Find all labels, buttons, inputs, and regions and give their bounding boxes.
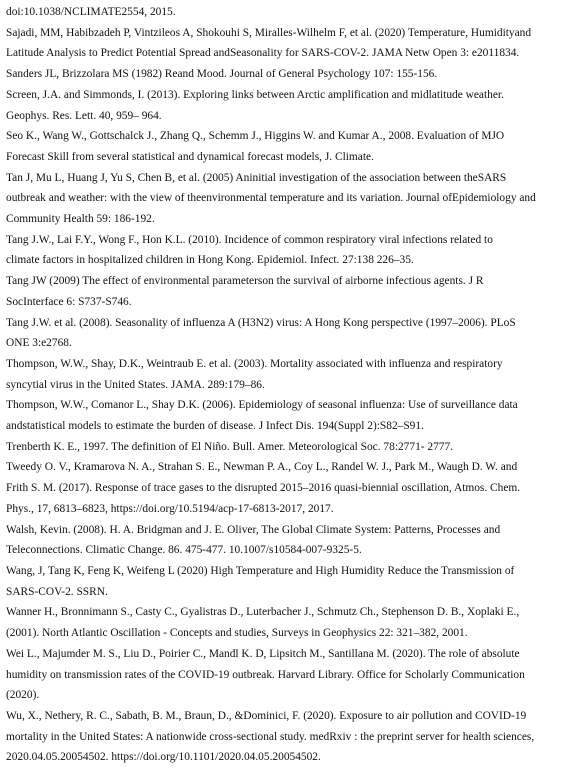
reference-line: Screen, J.A. and Simmonds, I. (2013). Exploring links between Arctic amplification and midlatitude weather. (6, 88, 504, 101)
reference-line: Community Health 59: 186-192. (6, 213, 155, 226)
reference-line: (2020). (6, 689, 40, 702)
reference-line: Sanders JL, Brizzolara MS (1982) Reand Mood. Journal of General Psychology 107: 155-156. (6, 68, 438, 81)
reference-entry (6, 457, 562, 519)
reference-line: Wang, J, Tang K, Feng K, Weifeng L (2020) High Temperature and High Humidity Reduce the Transmission of (6, 564, 515, 577)
reference-entry (6, 561, 562, 602)
reference-line: Tang J.W. et al. (2008). Seasonality of influenza A (H3N2) virus: A Hong Kong perspective (1997–2006). PLoS (6, 316, 516, 329)
reference-line: Tan J, Mu L, Huang J, Yu S, Chen B, et al. (2005) Aninitial investigation of the association between theSARS (6, 171, 507, 184)
reference-line: ONE 3:e2768. (6, 337, 72, 350)
reference-line: climate factors in hospitalized children in Hong Kong. Epidemiol. Infect. 27:138 226–35. (6, 254, 414, 267)
reference-entry (6, 437, 562, 458)
reference-entry (6, 395, 562, 436)
reference-line: Seo K., Wang W., Gottschalck J., Zhang Q., Schemm J., Higgins W. and Kumar A., 2008. Evaluation of MJO (6, 130, 505, 143)
reference-line: Frith S. M. (2017). Response of trace gases to the disrupted 2015–2016 quasi-biennial oscillation, Atmos. Chem. (6, 482, 521, 495)
reference-line: outbreak and weather: with the view of theenvironmental temperature and its variation. Journal ofEpidemiology and (6, 192, 536, 205)
reference-entry (6, 602, 562, 643)
reference-line: Walsh, Kevin. (2008). H. A. Bridgman and J. E. Oliver, The Global Climate System: Patterns, Processes and (6, 523, 501, 536)
reference-list (6, 2, 562, 768)
reference-entry (6, 230, 562, 271)
reference-entry (6, 644, 562, 706)
reference-entry (6, 2, 562, 23)
reference-line: Teleconnections. Climatic Change. 86. 475-477. 10.1007/s10584-007-9325-5. (6, 544, 362, 557)
reference-line: Wu, X., Nethery, R. C., Sabath, B. M., Braun, D., &Dominici, F. (2020). Exposure to air pollution and COVID-19 (6, 709, 527, 722)
reference-entry (6, 520, 562, 561)
reference-line: Forecast Skill from several statistical and dynamical forecast models, J. Climate. (6, 150, 374, 163)
reference-line: Tang JW (2009) The effect of environmental parameterson the survival of airborne infectious agents. J R (6, 275, 484, 288)
reference-entry (6, 85, 562, 126)
reference-line: Tang J.W., Lai F.Y., Wong F., Hon K.L. (2010). Incidence of common respiratory viral infections related to (6, 233, 493, 246)
reference-line: Wei L., Majumder M. S., Liu D., Poirier C., Mandl K. D, Lipsitch M., Santillana M. (2020). The role of absolute (6, 647, 520, 660)
reference-entry (6, 313, 562, 354)
reference-line: Thompson, W.W., Comanor L., Shay D.K. (2006). Epidemiology of seasonal influenza: Use of surveillance data (6, 399, 518, 412)
reference-line: Tweedy O. V., Kramarova N. A., Strahan S. E., Newman P. A., Coy L., Randel W. J., Park M., Waugh D. W. and (6, 461, 518, 474)
reference-line: SARS-COV-2. SSRN. (6, 585, 108, 598)
reference-line: humidity on transmission rates of the COVID-19 outbreak. Harvard Library. Office for Scholarly Communication (6, 668, 525, 681)
reference-line: 2020.04.05.20054502. https://doi.org/10.1101/2020.04.05.20054502. (6, 751, 321, 764)
reference-entry (6, 354, 562, 395)
reference-line: syncytial virus in the United States. JAMA. 289:179–86. (6, 378, 265, 391)
reference-line: Sajadi, MM, Habibzadeh P, Vintzileos A, Shokouhi S, Miralles-Wilhelm F, et al. (2020) Temperature, Humidityand (6, 26, 532, 39)
reference-line: Wanner H., Bronnimann S., Casty C., Gyalistras D., Luterbacher J., Schmutz Ch., Stephenson D. B., Xoplaki E., (6, 606, 520, 619)
reference-line: Geophys. Res. Lett. 40, 959– 964. (6, 109, 162, 122)
reference-line: (2001). North Atlantic Oscillation - Concepts and studies, Surveys in Geophysics 22: 321–382, 2001. (6, 627, 468, 640)
reference-line: doi:10.1038/NCLIMATE2554, 2015. (6, 6, 176, 18)
reference-line: Trenberth K. E., 1997. The definition of El Niño. Bull. Amer. Meteorological Soc. 78:2771- 2777. (6, 440, 454, 453)
reference-line: mortality in the United States: A nationwide cross-sectional study. medRxiv : the preprint server for health sciences, (6, 730, 535, 743)
reference-line: andstatistical models to estimate the burden of disease. J Infect Dis. 194(Suppl 2):S82–S91. (6, 420, 424, 433)
reference-entry (6, 168, 562, 230)
reference-line: Latitude Analysis to Predict Potential Spread andSeasonality for SARS-COV-2. JAMA Netw Open 3: e2011834. (6, 47, 520, 60)
reference-entry (6, 126, 562, 167)
reference-entry (6, 271, 562, 312)
reference-entry (6, 706, 562, 768)
reference-line: Thompson, W.W., Shay, D.K., Weintraub E. et al. (2003). Mortality associated with influenza and respiratory (6, 357, 503, 370)
reference-entry (6, 64, 562, 85)
reference-line: Phys., 17, 6813–6823, https://doi.org/10.5194/acp-17-6813-2017, 2017. (6, 502, 334, 515)
reference-entry (6, 23, 562, 64)
reference-line: SocInterface 6: S737-S746. (6, 295, 132, 308)
